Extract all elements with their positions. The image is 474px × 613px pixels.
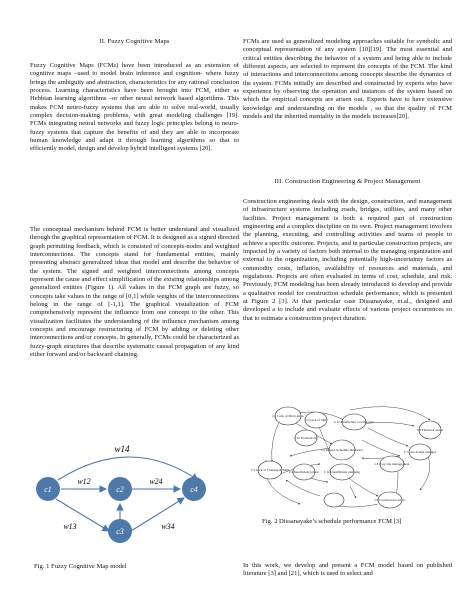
edge-c3-c4 <box>131 498 184 531</box>
fig2-node-label-c11: C11 Unsufficient planning <box>324 470 360 474</box>
fig2-node-label-c10: C10 Productivity <box>294 436 318 440</box>
fig2-node-label-c12: C12 Insufficient coordination <box>333 420 375 424</box>
paragraph-fcm-intro: Fuzzy Cognitive Maps (FCMs) have been introduced as an extension of cognitive maps –used to model brain inference and cognition- where fuzzy brings the ambiguity and abstraction, characteristics for any rational conclusion process. Learning characteristics have been brought into FCM, either as Hebbian learning algorithms –or other neural network based algorithms. This makes FCM neuro-fuzzy systems that are able to solve real-world, usually complex decision-making problems, with great modeling challenges [19]. FCMs integrating neural networks and fuzzy logic principles belong to neuro-fuzzy systems that capture the benefits of and they are able to incorporate human knowledge and adapt it through learning algorithms so that to efficiently model, design and develop hybrid intelligent systems [20]. <box>30 62 239 153</box>
figure-2-schedule-fcm <box>250 400 450 512</box>
node-label-c3: c3 <box>116 527 124 536</box>
paragraph-this-work: In this work, we develop and present a FCM model based on published literature [3] and [21], which is used to select and <box>243 562 452 578</box>
fig2-node-label-c4: C4 Insufficient labour <box>289 470 319 474</box>
figure-1-fcm-diagram <box>30 432 230 552</box>
node-label-c2: c2 <box>116 485 124 494</box>
weight-label-w24: w24 <box>149 477 163 486</box>
section-heading-fcm: II. Fuzzy Cognitive Maps <box>99 38 170 45</box>
fig2-node-label-c8: C8 Financial status <box>417 428 443 432</box>
node-label-c4: c4 <box>190 485 198 494</box>
fig2-node-label-c1: C1 Lack of Motivation <box>272 414 304 418</box>
paragraph-fcm-usage: FCMs are used as generalized modeling approaches suitable for symbolic and conceptual representation of any system [10][19]. The most essential and critical entities describing the behavior of a system and being able to include different aspects, are selected to represent the concepts of the FCM. The kind of interactions and interconnections among concepts describe the dynamics of the system. FCMs initially are described and constructed by experts who have experience by observing the operation and instances of the system based on which the empirical concepts are arisen out. Experts have to have extensive knowledge and understanding on the models , so that the quality of FCM models and the inherited mentality in the models increases[20]. <box>243 38 452 121</box>
fig2-node-label-c6: C6 Poor site management <box>374 462 410 466</box>
node-label-c1: c1 <box>44 485 52 494</box>
fig2-node-label-c9: C9 Construction errors <box>374 498 406 502</box>
weight-label-w13: w13 <box>63 522 77 531</box>
paragraph-construction: Construction engineering deals with the design, construction, and management of infrastructure systems including roads, bridges, utilities, and many other facilities. Project management is both a required part of construction engineering and a complex discipline on its own. Project management involves the planning, executing, and controlling activities and teams of people to achieve a specific outcome. Projects, and in particular construction projects, are impacted by a variety of factors both internal to the managing organization and external to the organization, including potentially high-uncertainty factors as commodity costs, inflation, availability of resources and materials, and regulations. Projects are often evaluated in terms of cost, schedule, and risk. Previously, FCM modeling has been already introduced to develop and provide a qualitative model for construction schedule performance, which is presented at Figure 2 [3]. At that particular case Dissanayake, et.al., designed and developed a to include and evaluate effects of various project occurrences so that to estimate a construction project duration. <box>243 198 452 322</box>
fig2-node-label-c7: C7 Late design changes <box>403 450 437 454</box>
fig2-node-label-c5: C5 Project Schedule Deviation <box>321 448 363 452</box>
weight-label-w34: w34 <box>161 522 175 531</box>
weight-label-w14: w14 <box>114 444 130 454</box>
section-heading-construction: III. Construction Engineering & Project Management <box>274 178 421 185</box>
figure-1-caption: Fig. 1 Fuzzy Cognitive Map model <box>34 563 127 570</box>
paragraph-fcm-mechanism: The conceptual mechanism behind FCM is better understand and visualized through the graphical representation of FCM. It is designed as a signed directed graph permitting feedback, which is consisted of concepts-nodes and weighted interconnections. The concepts stand for fundamental entities, mainly presenting abstract generalized ideas that model and describe the behavior of the system. The signed and weighted interconnections among concepts represent the cause and effect simplification of the existing relationships among generalized entities (Figure 1). All values in the FCM graph are fuzzy, so concepts take values in the range of [0,1] while weights of the interconnections belong in the range of [-1,1]. The graphical visualization of FCM comprehensively represent the influence from one concept to the other. This visualization facilitates the understanding of the influence mechanism among concepts and encourage restructuring of FCM by adding or deleting other interconnections and/or concepts. In generally, FCMs could be characterized as fuzzy-graph structures that describe systematic causal propagation of any kind either forward and/or backward chaining. <box>30 226 239 359</box>
weight-label-w12: w12 <box>77 477 91 486</box>
fig2-node-label-c2: C2 Lack of Skill <box>304 418 328 422</box>
fig2-node-label-c3: C3 Lack of Training & Skill <box>250 468 290 472</box>
figure-2-caption: Fig. 2 Dissanayake’s schedule performance FCM [3] <box>262 518 402 525</box>
fig2-node-c13 <box>324 493 344 507</box>
